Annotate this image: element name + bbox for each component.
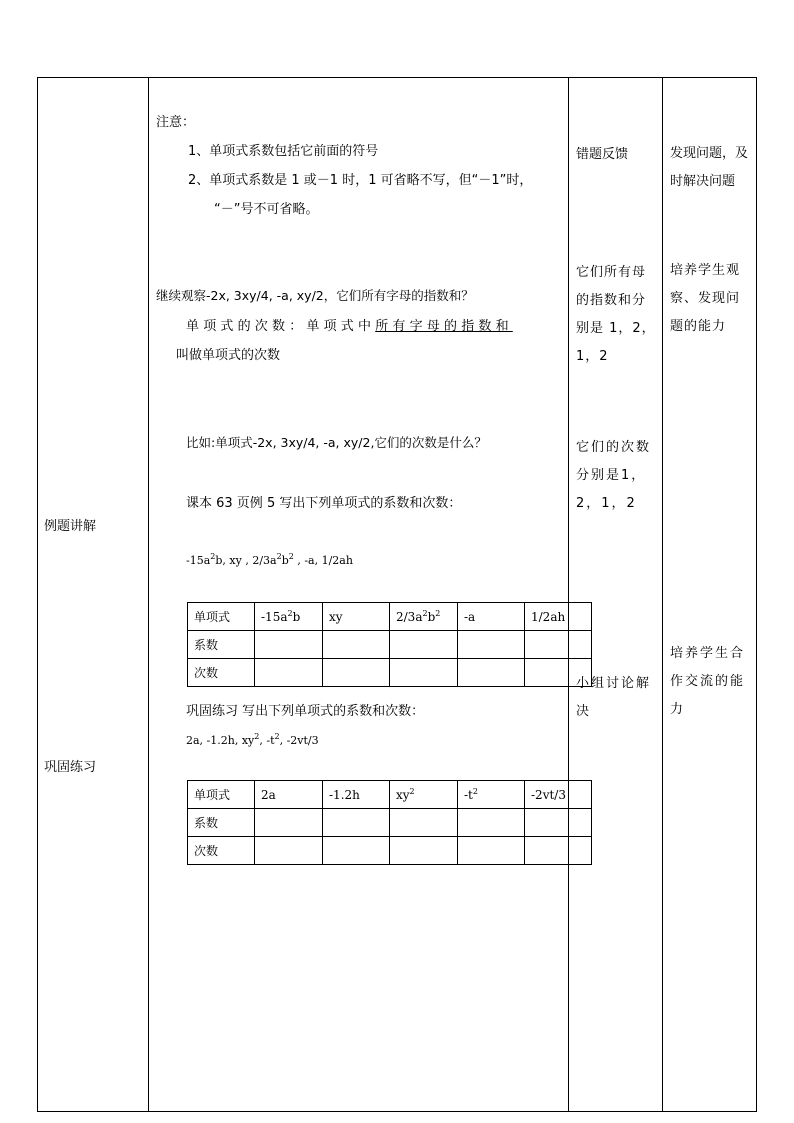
degree-definition-prefix: 单项式的次数：单项式中 — [186, 319, 376, 334]
notes-heading: 注意： — [156, 115, 196, 130]
table-header-cell: $2/3a^2b^2$ — [390, 603, 458, 631]
feedback-note: 错题反馈 — [576, 147, 629, 162]
table-header-label: 单项式 — [188, 781, 255, 809]
table-header-label: 单项式 — [188, 603, 255, 631]
monomial-text: , -2vt/3 — [279, 734, 319, 747]
indices-sum-note: 它们所有母的指数和分别是 1，2，1，2 — [576, 265, 656, 364]
table-header-cell: $-t^2$ — [458, 781, 525, 809]
table-cell[interactable] — [458, 809, 525, 837]
monomial-text: 2a, -1.2h, xy — [186, 734, 255, 747]
section-practice-label: 巩固练习 — [44, 760, 97, 775]
exponent: 2 — [276, 552, 282, 561]
table-row — [188, 631, 592, 659]
degree-answer-note: 它们的次数分别是1，2，1，2 — [576, 440, 652, 511]
note-item-2: 2、单项式系数是 1 或－1 时，1 可省略不写，但“－1”时， — [188, 173, 533, 188]
table-header-cell: 1/2ah — [525, 603, 592, 631]
table-cell[interactable] — [458, 659, 525, 687]
practice-monomial-list — [186, 732, 319, 747]
purpose-note-2: 培养学生观察、发现问题的能力 — [670, 263, 741, 334]
example-monomial-list — [186, 552, 353, 567]
table-row — [188, 781, 592, 809]
table-cell[interactable] — [458, 631, 525, 659]
table-row — [188, 603, 592, 631]
example-question: 比如:单项式-2x, 3xy/4, -a, xy/2,它们的次数是什么？ — [186, 435, 487, 450]
degree-definition-underlined: 所有字母的指数和 — [375, 319, 513, 334]
table-header-cell: $-15a^2b$ — [255, 603, 323, 631]
row-label-coefficient: 系数 — [188, 631, 255, 659]
purpose-note-3: 培养学生合作交流的能力 — [670, 646, 746, 717]
monomial-text: , -a, 1/2ah — [293, 554, 353, 567]
column-divider-2 — [568, 77, 569, 1112]
table-cell[interactable] — [323, 659, 390, 687]
table-cell[interactable] — [525, 809, 592, 837]
exponent: 2 — [210, 552, 216, 561]
table-header-cell: -a — [458, 603, 525, 631]
lesson-table-frame — [37, 77, 757, 1112]
table-cell[interactable] — [255, 659, 323, 687]
table-header-cell: xy — [323, 603, 390, 631]
section-example-label: 例题讲解 — [44, 519, 97, 534]
note-item-1: 1、单项式系数包括它前面的符号 — [188, 144, 379, 159]
textbook-example-title: 课本 63 页例 5 写出下列单项式的系数和次数： — [186, 496, 462, 511]
column-divider-1 — [148, 77, 149, 1112]
table-cell[interactable] — [255, 837, 323, 865]
monomial-text: , -t — [259, 734, 275, 747]
table-cell[interactable] — [255, 809, 323, 837]
observe-question: 继续观察-2x, 3xy/4, -a, xy/2，它们所有字母的指数和？ — [156, 288, 474, 303]
exponent: 2 — [288, 552, 294, 561]
monomial-text: b, xy , 2/3a — [215, 554, 277, 567]
degree-definition-line — [186, 320, 513, 333]
table-cell[interactable] — [390, 837, 458, 865]
column-divider-3 — [662, 77, 663, 1112]
exponent: 2 — [254, 732, 260, 741]
row-label-degree: 次数 — [188, 837, 255, 865]
table-header-cell: -2vt/3 — [525, 781, 592, 809]
purpose-note-1: 发现问题，及时解决问题 — [670, 146, 749, 189]
table-cell[interactable] — [390, 809, 458, 837]
table-cell[interactable] — [323, 837, 390, 865]
table-cell[interactable] — [390, 631, 458, 659]
table-row — [188, 837, 592, 865]
example-table — [187, 602, 592, 687]
degree-definition-suffix: 叫做单项式的次数 — [176, 348, 281, 363]
table-cell[interactable] — [255, 631, 323, 659]
table-cell[interactable] — [390, 659, 458, 687]
monomial-text: -15a — [186, 554, 211, 567]
table-header-cell: 2a — [255, 781, 323, 809]
table-header-cell: -1.2h — [323, 781, 390, 809]
table-cell[interactable] — [323, 809, 390, 837]
table-cell[interactable] — [323, 631, 390, 659]
monomial-text: b — [281, 554, 289, 567]
table-cell[interactable] — [458, 837, 525, 865]
row-label-coefficient: 系数 — [188, 809, 255, 837]
practice-table — [187, 780, 592, 865]
group-discussion-note: 小组讨论解决 — [576, 676, 652, 719]
table-cell[interactable] — [525, 837, 592, 865]
note-item-2-continued: “－”号不可省略。 — [214, 202, 319, 217]
table-cell[interactable] — [525, 631, 592, 659]
table-header-cell: $xy^2$ — [390, 781, 458, 809]
table-row — [188, 809, 592, 837]
table-row — [188, 659, 592, 687]
exponent: 2 — [274, 732, 280, 741]
row-label-degree: 次数 — [188, 659, 255, 687]
practice-title: 巩固练习 写出下列单项式的系数和次数： — [186, 704, 425, 719]
